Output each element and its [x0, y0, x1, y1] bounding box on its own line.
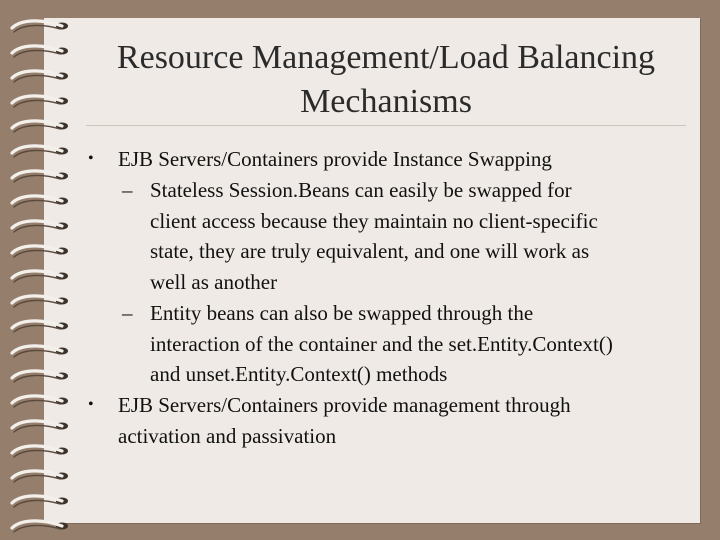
bullet-line: Stateless Session.Beans can easily be swapped for	[150, 178, 572, 202]
bullet-line: state, they are truly equivalent, and one will work as	[150, 239, 590, 263]
bullet-marker: •	[88, 150, 94, 167]
sub-bullet-item	[122, 175, 690, 297]
bullet-item	[88, 390, 688, 451]
binding-ring-shadow	[14, 525, 60, 532]
bullet-line: EJB Servers/Containers provide management through	[118, 393, 571, 417]
bullet-line: and unset.Entity.Context() methods	[150, 362, 448, 386]
bullet-item	[88, 144, 688, 175]
bullet-line: EJB Servers/Containers provide Instance Swapping	[118, 147, 552, 171]
title-line-2: Mechanisms	[300, 83, 472, 120]
slide-title	[96, 36, 676, 124]
sub-bullet-marker: –	[122, 301, 133, 325]
binding-hole	[56, 523, 68, 530]
bullet-line: activation and passivation	[118, 423, 337, 448]
sub-bullet-marker: –	[122, 178, 133, 202]
bullet-line: well as another	[150, 269, 278, 294]
title-line-1: Resource Management/Load Balancing	[116, 39, 656, 76]
bullet-marker: •	[88, 396, 94, 413]
sub-bullet-item	[122, 298, 690, 390]
bullet-line: interaction of the container and the set.Entity.Context()	[150, 331, 613, 356]
bullet-line: Entity beans can also be swapped through the	[150, 301, 534, 325]
bullet-line: client access because they maintain no client-specific	[150, 208, 598, 233]
title-divider	[86, 125, 686, 126]
